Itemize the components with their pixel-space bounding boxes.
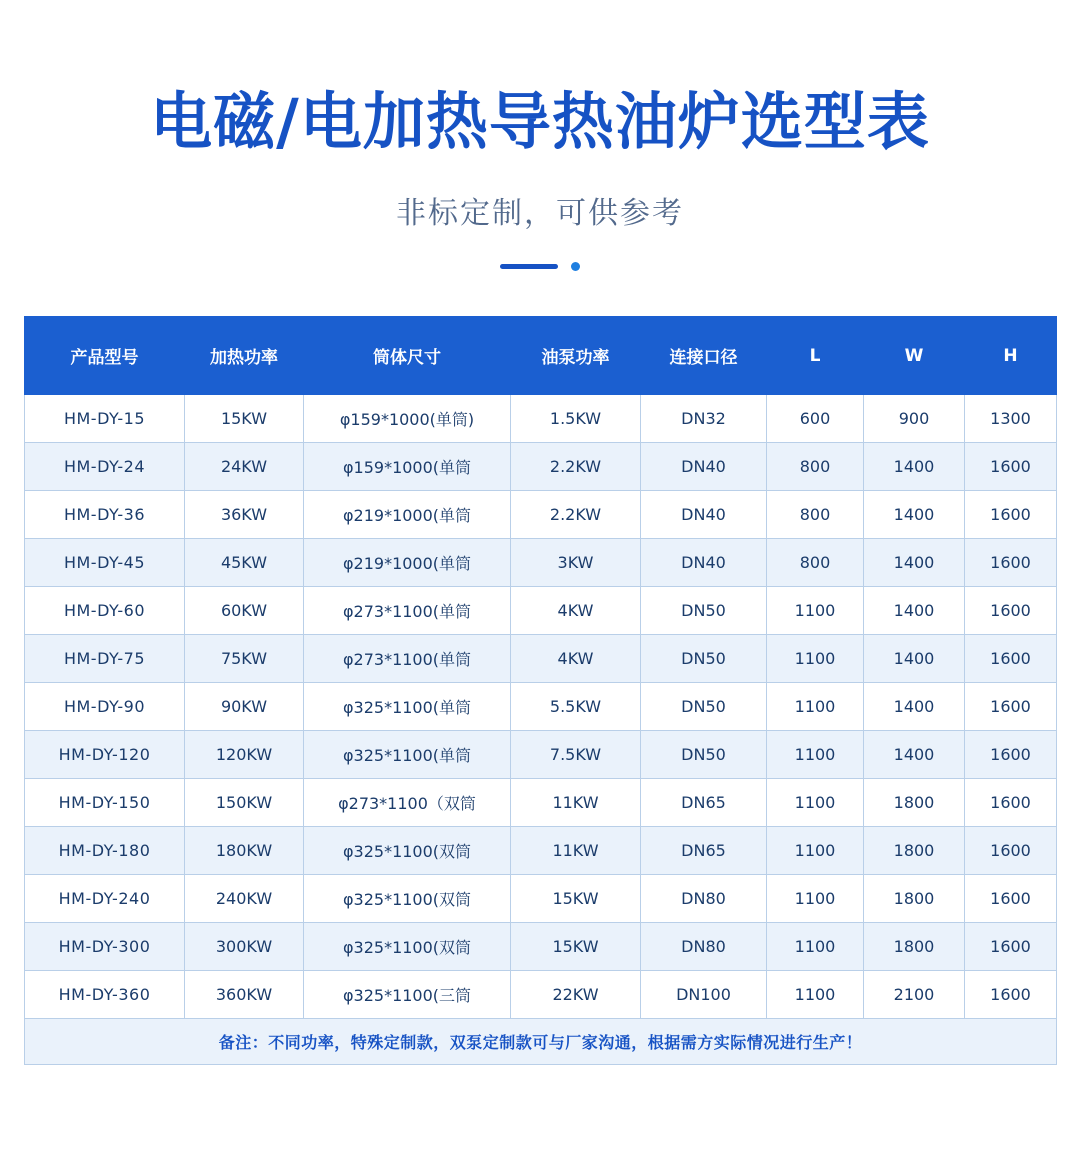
cell-length: 800 [767, 491, 864, 539]
cell-length: 1100 [767, 731, 864, 779]
cell-length: 1100 [767, 827, 864, 875]
cell-connection-diameter: DN50 [641, 683, 767, 731]
divider-bar [500, 264, 558, 269]
cell-model: HM-DY-36 [25, 491, 185, 539]
cell-pump-power: 22KW [511, 971, 641, 1019]
cell-heating-power: 24KW [185, 443, 304, 491]
cell-connection-diameter: DN40 [641, 539, 767, 587]
cell-model: HM-DY-300 [25, 923, 185, 971]
cell-width: 1800 [864, 779, 965, 827]
cell-heating-power: 75KW [185, 635, 304, 683]
table-row [25, 827, 1057, 875]
cell-model: HM-DY-45 [25, 539, 185, 587]
cell-width: 2100 [864, 971, 965, 1019]
cell-pump-power: 15KW [511, 923, 641, 971]
cell-cylinder-size: φ273*1100(单筒 [304, 587, 511, 635]
column-header-height: H [965, 317, 1057, 395]
page-title: 电磁/电加热导热油炉选型表 [150, 85, 930, 158]
cell-heating-power: 36KW [185, 491, 304, 539]
cell-cylinder-size: φ159*1000(单筒 [304, 443, 511, 491]
cell-cylinder-size: φ325*1100(三筒 [304, 971, 511, 1019]
cell-model: HM-DY-60 [25, 587, 185, 635]
cell-pump-power: 4KW [511, 587, 641, 635]
cell-width: 1800 [864, 923, 965, 971]
cell-width: 1800 [864, 875, 965, 923]
cell-connection-diameter: DN50 [641, 731, 767, 779]
cell-pump-power: 7.5KW [511, 731, 641, 779]
cell-height: 1600 [965, 491, 1057, 539]
cell-length: 800 [767, 539, 864, 587]
column-header-pump-power: 油泵功率 [511, 317, 641, 395]
cell-connection-diameter: DN50 [641, 635, 767, 683]
cell-heating-power: 180KW [185, 827, 304, 875]
table-row [25, 635, 1057, 683]
cell-connection-diameter: DN65 [641, 779, 767, 827]
table-row [25, 923, 1057, 971]
cell-heating-power: 45KW [185, 539, 304, 587]
spec-table [24, 316, 1057, 1065]
cell-height: 1600 [965, 971, 1057, 1019]
decorative-divider [500, 262, 580, 270]
cell-model: HM-DY-360 [25, 971, 185, 1019]
column-header-cylinder-size: 筒体尺寸 [304, 317, 511, 395]
cell-cylinder-size: φ325*1100(单筒 [304, 731, 511, 779]
cell-heating-power: 360KW [185, 971, 304, 1019]
table-note-row [25, 1019, 1057, 1065]
cell-model: HM-DY-120 [25, 731, 185, 779]
cell-heating-power: 150KW [185, 779, 304, 827]
cell-width: 1400 [864, 635, 965, 683]
column-header-model: 产品型号 [25, 317, 185, 395]
page-subtitle: 非标定制，可供参考 [396, 196, 684, 232]
cell-height: 1600 [965, 731, 1057, 779]
cell-length: 1100 [767, 875, 864, 923]
cell-pump-power: 15KW [511, 875, 641, 923]
cell-width: 1400 [864, 587, 965, 635]
cell-connection-diameter: DN80 [641, 923, 767, 971]
cell-height: 1600 [965, 443, 1057, 491]
table-row [25, 491, 1057, 539]
cell-model: HM-DY-180 [25, 827, 185, 875]
cell-height: 1600 [965, 683, 1057, 731]
cell-connection-diameter: DN100 [641, 971, 767, 1019]
table-row [25, 875, 1057, 923]
table-row [25, 731, 1057, 779]
cell-heating-power: 240KW [185, 875, 304, 923]
cell-cylinder-size: φ325*1100(单筒 [304, 683, 511, 731]
cell-model: HM-DY-90 [25, 683, 185, 731]
cell-model: HM-DY-240 [25, 875, 185, 923]
cell-pump-power: 11KW [511, 827, 641, 875]
cell-length: 1100 [767, 683, 864, 731]
cell-width: 1800 [864, 827, 965, 875]
cell-heating-power: 120KW [185, 731, 304, 779]
cell-width: 1400 [864, 683, 965, 731]
cell-length: 1100 [767, 923, 864, 971]
table-head [25, 317, 1057, 395]
table-row [25, 443, 1057, 491]
cell-heating-power: 90KW [185, 683, 304, 731]
table-row [25, 683, 1057, 731]
cell-connection-diameter: DN50 [641, 587, 767, 635]
cell-pump-power: 4KW [511, 635, 641, 683]
cell-heating-power: 60KW [185, 587, 304, 635]
cell-cylinder-size: φ273*1100(单筒 [304, 635, 511, 683]
cell-pump-power: 11KW [511, 779, 641, 827]
cell-pump-power: 2.2KW [511, 443, 641, 491]
cell-width: 1400 [864, 491, 965, 539]
cell-height: 1600 [965, 827, 1057, 875]
table-header-row [25, 317, 1057, 395]
column-header-width: W [864, 317, 965, 395]
cell-heating-power: 300KW [185, 923, 304, 971]
cell-length: 1100 [767, 587, 864, 635]
cell-pump-power: 1.5KW [511, 395, 641, 443]
cell-pump-power: 3KW [511, 539, 641, 587]
cell-connection-diameter: DN32 [641, 395, 767, 443]
cell-pump-power: 2.2KW [511, 491, 641, 539]
cell-width: 1400 [864, 539, 965, 587]
cell-height: 1600 [965, 779, 1057, 827]
cell-connection-diameter: DN65 [641, 827, 767, 875]
column-header-heating-power: 加热功率 [185, 317, 304, 395]
cell-connection-diameter: DN40 [641, 443, 767, 491]
table-row [25, 971, 1057, 1019]
cell-length: 800 [767, 443, 864, 491]
cell-model: HM-DY-150 [25, 779, 185, 827]
cell-model: HM-DY-75 [25, 635, 185, 683]
cell-cylinder-size: φ325*1100(双筒 [304, 875, 511, 923]
cell-width: 1400 [864, 731, 965, 779]
spec-table-container [24, 316, 1056, 1065]
table-row [25, 539, 1057, 587]
cell-cylinder-size: φ219*1000(单筒 [304, 491, 511, 539]
cell-pump-power: 5.5KW [511, 683, 641, 731]
cell-connection-diameter: DN40 [641, 491, 767, 539]
table-row [25, 587, 1057, 635]
cell-cylinder-size: φ325*1100(双筒 [304, 923, 511, 971]
cell-height: 1600 [965, 875, 1057, 923]
cell-length: 600 [767, 395, 864, 443]
cell-length: 1100 [767, 779, 864, 827]
column-header-connection-diameter: 连接口径 [641, 317, 767, 395]
cell-length: 1100 [767, 635, 864, 683]
cell-width: 900 [864, 395, 965, 443]
cell-cylinder-size: φ325*1100(双筒 [304, 827, 511, 875]
table-body [25, 395, 1057, 1065]
cell-length: 1100 [767, 971, 864, 1019]
cell-cylinder-size: φ219*1000(单筒 [304, 539, 511, 587]
table-row [25, 395, 1057, 443]
cell-height: 1600 [965, 539, 1057, 587]
cell-height: 1600 [965, 635, 1057, 683]
cell-cylinder-size: φ273*1100（双筒 [304, 779, 511, 827]
cell-width: 1400 [864, 443, 965, 491]
cell-height: 1300 [965, 395, 1057, 443]
table-note: 备注：不同功率，特殊定制款，双泵定制款可与厂家沟通，根据需方实际情况进行生产！ [25, 1019, 1057, 1065]
cell-cylinder-size: φ159*1000(单筒) [304, 395, 511, 443]
cell-model: HM-DY-15 [25, 395, 185, 443]
divider-dot [571, 262, 580, 271]
cell-model: HM-DY-24 [25, 443, 185, 491]
cell-heating-power: 15KW [185, 395, 304, 443]
cell-height: 1600 [965, 923, 1057, 971]
cell-connection-diameter: DN80 [641, 875, 767, 923]
table-row [25, 779, 1057, 827]
column-header-length: L [767, 317, 864, 395]
cell-height: 1600 [965, 587, 1057, 635]
